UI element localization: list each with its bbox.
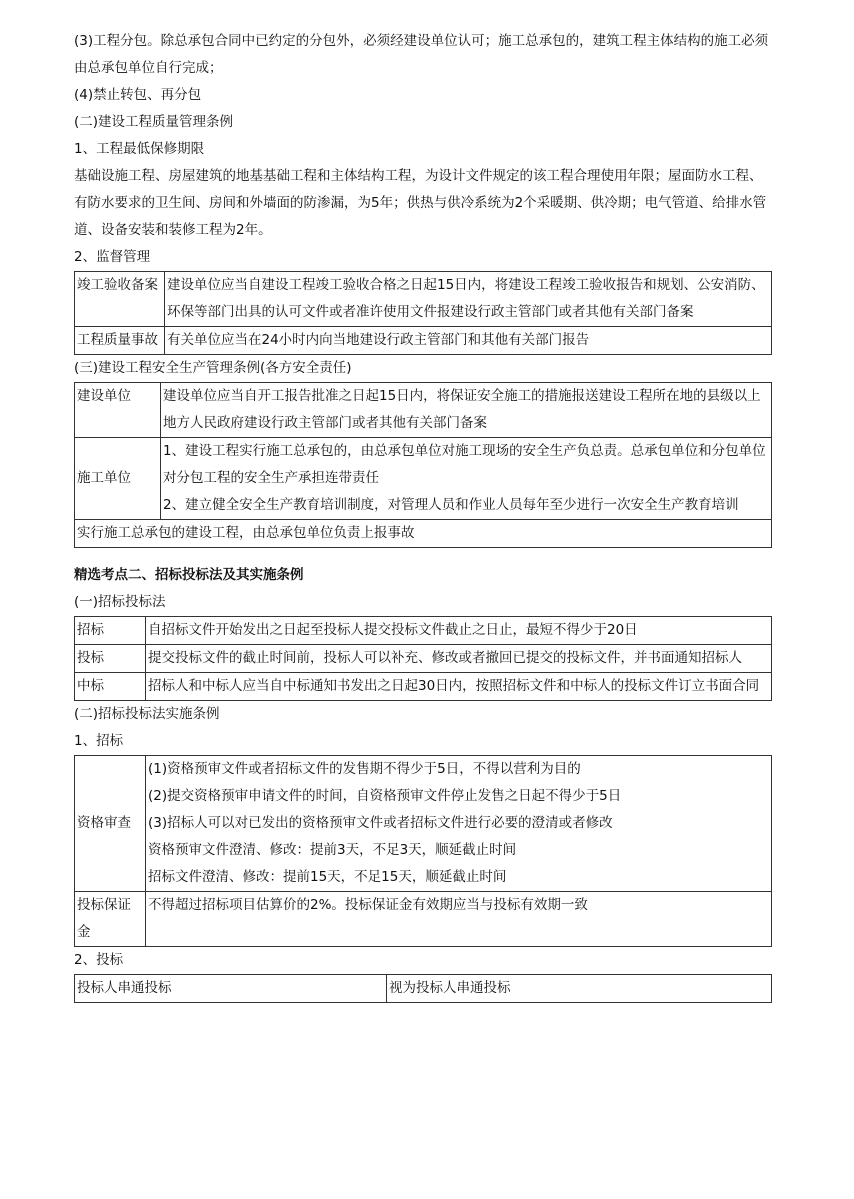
table-value-line: (3)招标人可以对已发出的资格预审文件或者招标文件进行必要的澄清或者修改	[148, 815, 613, 831]
table-value-line: 招标文件澄清、修改：提前15天，不足15天，顺延截止时间	[148, 869, 507, 885]
table-value: 建设单位应当自开工报告批准之日起15日内，将保证安全施工的措施报送建设工程所在地的县级以上地方人民政府建设行政主管部门或者其他有关部门备案	[161, 383, 772, 438]
table-cell: 视为投标人串通投标	[387, 975, 772, 1003]
table-value-line: (2)提交资格预审申请文件的时间，自资格预审文件停止发售之日起不得少于5日	[148, 788, 622, 804]
table-row	[75, 617, 772, 645]
table-key: 施工单位	[75, 438, 161, 520]
heading-bidding: 2、投标	[74, 952, 124, 968]
table-value	[161, 438, 772, 520]
table-value: 招标人和中标人应当自中标通知书发出之日起30日内，按照招标文件和中标人的投标文件订立书面合同	[146, 673, 772, 701]
table-key: 资格审查	[75, 756, 146, 892]
heading-warranty: 1、工程最低保修期限	[74, 141, 205, 157]
table-key: 投标	[75, 645, 146, 673]
para-subcontract: (3)工程分包。除总承包合同中已约定的分包外，必须经建设单位认可；施工总承包的，建筑工程主体结构的施工必须由总承包单位自行完成；	[74, 33, 769, 76]
table-value: 自招标文件开始发出之日起至投标人提交投标文件截止之日止，最短不得少于20日	[146, 617, 772, 645]
bidding-law-table	[74, 616, 772, 701]
table-key: 招标	[75, 617, 146, 645]
table-row	[75, 438, 772, 520]
table-cell: 投标人串通投标	[75, 975, 387, 1003]
table-key: 工程质量事故	[75, 327, 165, 355]
supervision-table	[74, 271, 772, 355]
safety-table	[74, 382, 772, 548]
collusion-table	[74, 974, 772, 1003]
table-key: 投标保证金	[75, 892, 146, 947]
heading-supervision: 2、监督管理	[74, 249, 151, 265]
para-warranty: 基础设施工程、房屋建筑的地基基础工程和主体结构工程，为设计文件规定的该工程合理使用年限；屋面防水工程、有防水要求的卫生间、房间和外墙面的防渗漏，为5年；供热与供冷系统为2个采暖期、供冷期；电气管道、给排水管道、设备安装和装修工程为2年。	[74, 168, 767, 238]
table-value: 建设单位应当自建设工程竣工验收合格之日起15日内，将建设工程竣工验收报告和规划、公安消防、环保等部门出具的认可文件或者准许使用文件报建设行政主管部门或者其他有关部门备案	[165, 272, 772, 327]
table-value-line: 2、建立健全安全生产教育培训制度，对管理人员和作业人员每年至少进行一次安全生产教育培训	[163, 497, 739, 513]
heading-bidding-law: (一)招标投标法	[74, 594, 166, 610]
table-row	[75, 673, 772, 701]
section-heading-bidding-law: 精选考点二、招标投标法及其实施条例	[74, 567, 304, 583]
table-value: 提交投标文件的截止时间前，投标人可以补充、修改或者撤回已提交的投标文件，并书面通知招标人	[146, 645, 772, 673]
para-no-transfer: (4)禁止转包、再分包	[74, 87, 202, 103]
heading-safety-regulation: (三)建设工程安全生产管理条例(各方安全责任)	[74, 360, 352, 376]
table-row	[75, 327, 772, 355]
table-row	[75, 756, 772, 892]
heading-tendering: 1、招标	[74, 733, 124, 749]
table-row	[75, 892, 772, 947]
heading-implementation-regulation: (二)招标投标法实施条例	[74, 706, 220, 722]
document-page	[74, 28, 772, 1003]
table-value-line: 1、建设工程实行施工总承包的，由总承包单位对施工现场的安全生产负总责。总承包单位和分包单位对分包工程的安全生产承担连带责任	[163, 443, 766, 486]
table-row	[75, 520, 772, 548]
table-value-line: 资格预审文件澄清、修改：提前3天，不足3天，顺延截止时间	[148, 842, 517, 858]
table-row	[75, 975, 772, 1003]
table-value	[146, 756, 772, 892]
table-value: 不得超过招标项目估算价的2%。投标保证金有效期应当与投标有效期一致	[146, 892, 772, 947]
table-row	[75, 272, 772, 327]
table-key: 竣工验收备案	[75, 272, 165, 327]
table-row	[75, 383, 772, 438]
table-value: 实行施工总承包的建设工程，由总承包单位负责上报事故	[75, 520, 772, 548]
table-key: 建设单位	[75, 383, 161, 438]
table-row	[75, 645, 772, 673]
tendering-table	[74, 755, 772, 947]
table-value-line: (1)资格预审文件或者招标文件的发售期不得少于5日，不得以营利为目的	[148, 761, 581, 777]
heading-quality-regulation: (二)建设工程质量管理条例	[74, 114, 234, 130]
table-key: 中标	[75, 673, 146, 701]
table-value: 有关单位应当在24小时内向当地建设行政主管部门和其他有关部门报告	[165, 327, 772, 355]
